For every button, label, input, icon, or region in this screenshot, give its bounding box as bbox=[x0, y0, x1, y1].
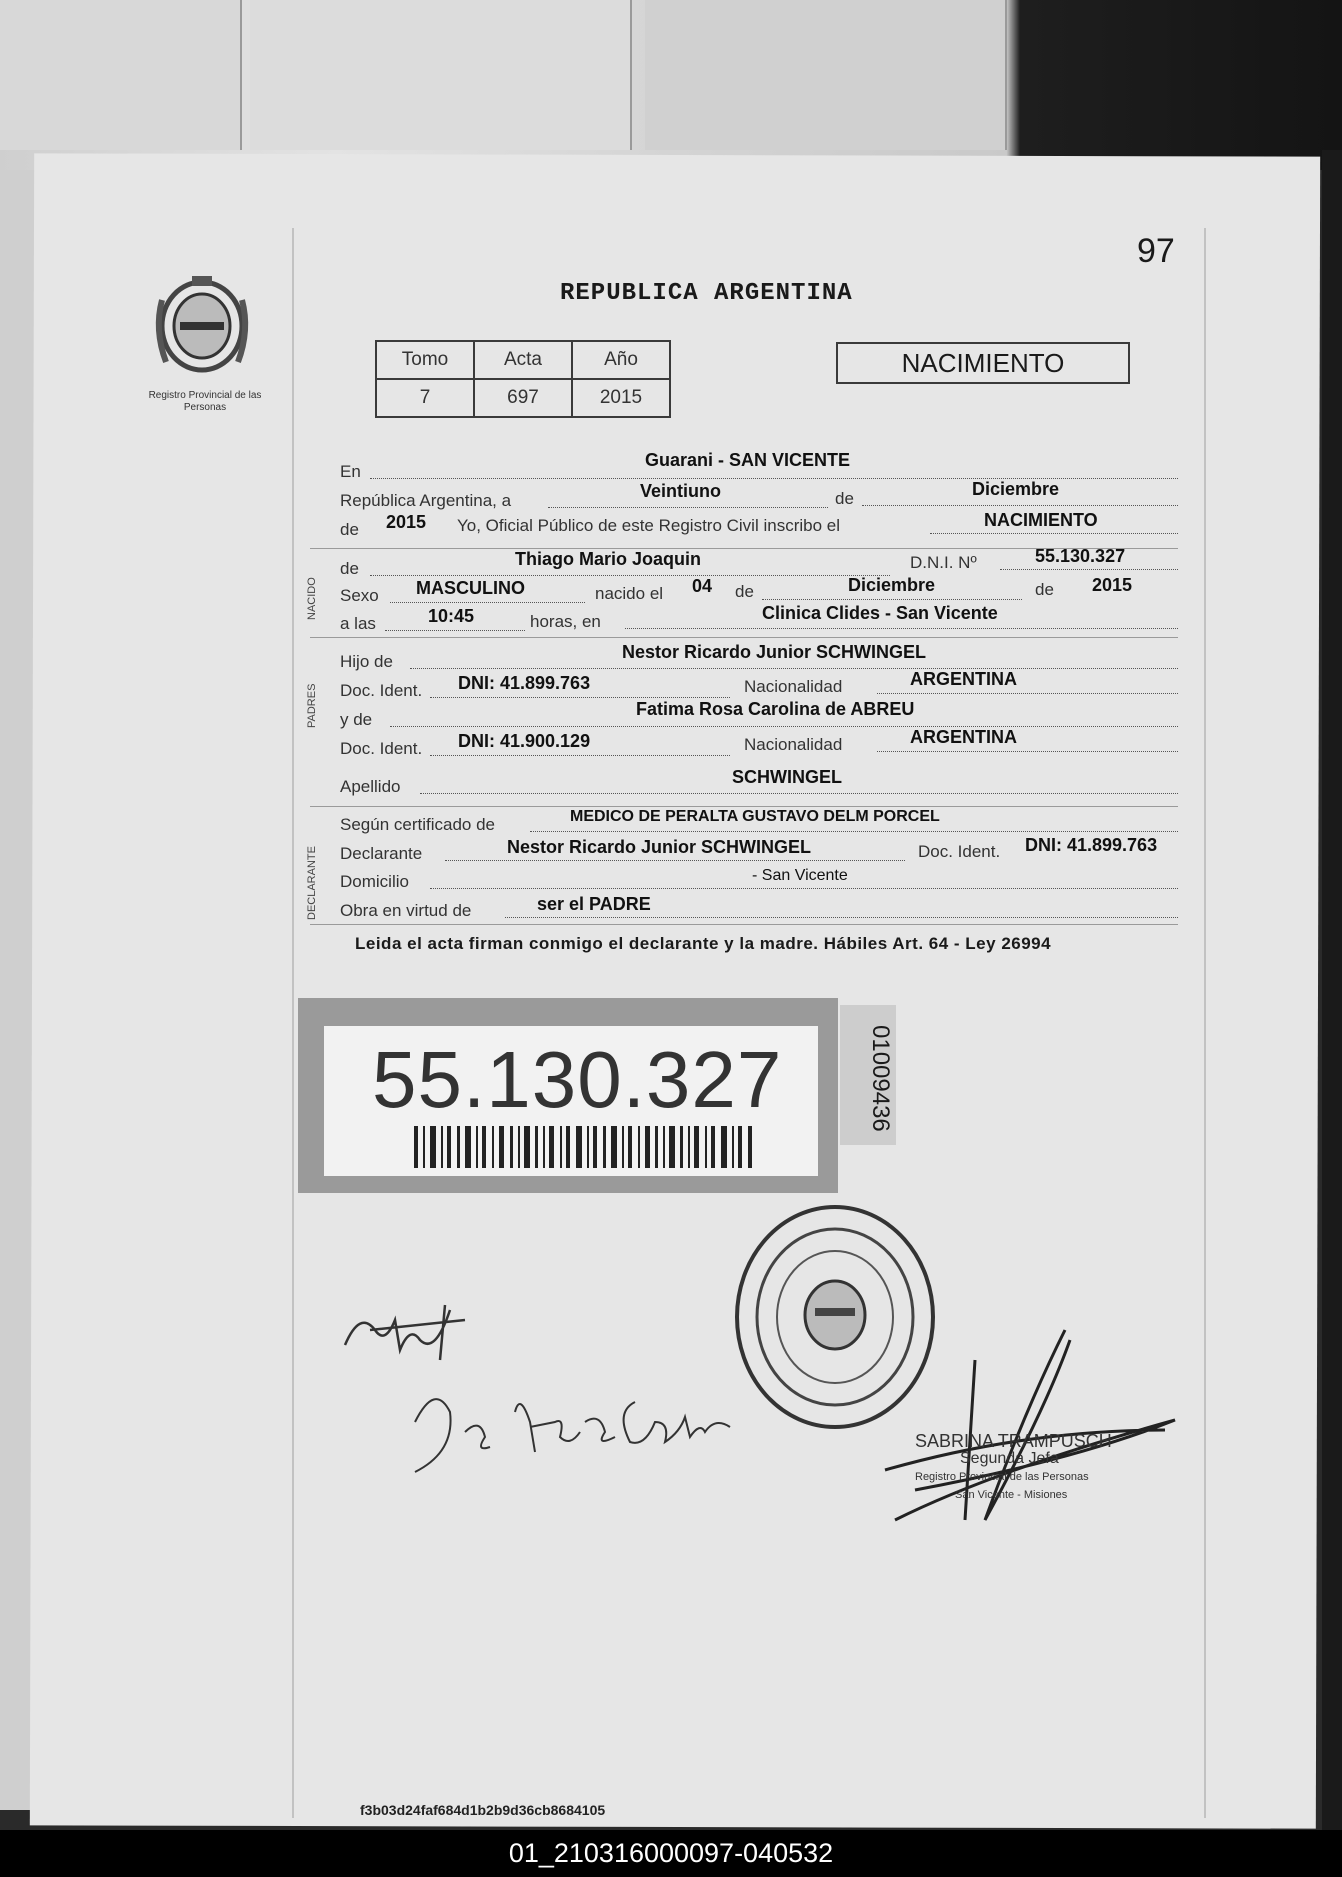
father-name-value: Nestor Ricardo Junior SCHWINGEL bbox=[622, 642, 927, 662]
nacionalidad-label: Nacionalidad bbox=[744, 677, 843, 696]
apellido-label: Apellido bbox=[340, 777, 401, 796]
section-label-nacido: NACIDO bbox=[306, 577, 318, 620]
nombre-label: de bbox=[340, 559, 359, 578]
nacido-de-label: de bbox=[735, 582, 754, 601]
declarant-name-value: Nestor Ricardo Junior SCHWINGEL bbox=[507, 837, 812, 857]
obra-value: ser el PADRE bbox=[537, 894, 651, 914]
record-type-box: NACIMIENTO bbox=[836, 342, 1130, 384]
image-footer-id: 01_210316000097-040532 bbox=[0, 1830, 1342, 1877]
table-header-tomo: Tomo bbox=[376, 341, 474, 379]
father-nationality-value: ARGENTINA bbox=[910, 669, 1017, 689]
obra-label: Obra en virtud de bbox=[340, 901, 472, 920]
mother-nationality-value: ARGENTINA bbox=[910, 727, 1017, 747]
official-signature-block bbox=[915, 1432, 1112, 1504]
official-office: Registro Provincial de las Personas bbox=[915, 1471, 1089, 1483]
de-label: de bbox=[835, 489, 854, 508]
dni-sticker bbox=[298, 998, 838, 1193]
registry-table bbox=[375, 340, 671, 418]
background-right bbox=[1322, 150, 1342, 1830]
certificate-value: MEDICO DE PERALTA GUSTAVO DELM PORCEL bbox=[570, 808, 940, 825]
mother-name-value: Fatima Rosa Carolina de ABREU bbox=[636, 699, 915, 719]
hijo-label: Hijo de bbox=[340, 652, 393, 671]
section-divider bbox=[310, 924, 1178, 925]
en-label: En bbox=[340, 462, 361, 481]
birth-place-value: Clinica Clides - San Vicente bbox=[762, 603, 998, 623]
birth-month-value: Diciembre bbox=[848, 575, 936, 595]
table-value-anio: 2015 bbox=[572, 379, 670, 417]
section-divider bbox=[310, 637, 1178, 638]
dotted-line bbox=[625, 628, 1178, 629]
page-number: 97 bbox=[1137, 232, 1175, 270]
table-header-anio: Año bbox=[572, 341, 670, 379]
table-header-acta: Acta bbox=[474, 341, 572, 379]
sticker-label bbox=[324, 1026, 818, 1176]
signature-father-icon bbox=[340, 1290, 475, 1370]
mother-dni-value: DNI: 41.900.129 bbox=[458, 731, 591, 751]
address-value: - San Vicente bbox=[752, 867, 848, 884]
sticker-dni-number: 55.130.327 bbox=[372, 1035, 783, 1124]
dotted-line bbox=[862, 505, 1178, 506]
official-place: San Vicente - Misiones bbox=[955, 1489, 1068, 1501]
doc-label: Doc. Ident. bbox=[340, 681, 423, 700]
section-label-padres: PADRES bbox=[306, 683, 318, 728]
coat-of-arms-icon bbox=[150, 270, 255, 382]
dotted-line bbox=[420, 793, 1178, 794]
table-value-tomo: 7 bbox=[376, 379, 474, 417]
serial-strip bbox=[840, 1005, 896, 1145]
dotted-line bbox=[430, 888, 1178, 889]
nacido-label: nacido el bbox=[595, 584, 664, 603]
month-value: Diciembre bbox=[972, 479, 1060, 499]
certificado-label: Según certificado de bbox=[340, 815, 495, 834]
domicilio-label: Domicilio bbox=[340, 872, 409, 891]
dotted-line bbox=[410, 668, 1178, 669]
dotted-line bbox=[930, 533, 1178, 534]
dotted-line bbox=[505, 917, 1178, 918]
dotted-line bbox=[430, 755, 730, 756]
oficial-label: Yo, Oficial Público de este Registro Civil inscribo el bbox=[457, 516, 840, 535]
year-value: 2015 bbox=[386, 512, 427, 532]
child-dni-value: 55.130.327 bbox=[1035, 546, 1126, 566]
rep-label: República Argentina, a bbox=[340, 491, 512, 510]
barcode-icon bbox=[414, 1126, 754, 1168]
dotted-line bbox=[445, 860, 905, 861]
background-sheet bbox=[250, 0, 632, 150]
nacido-de2-label: de bbox=[1035, 580, 1054, 599]
place-value: Guarani - SAN VICENTE bbox=[645, 450, 851, 470]
document-hash: f3b03d24faf684d1b2b9d36cb8684105 bbox=[360, 1802, 606, 1818]
dotted-line bbox=[877, 693, 1178, 694]
sexo-label: Sexo bbox=[340, 586, 379, 605]
dotted-line bbox=[877, 751, 1178, 752]
dotted-line bbox=[385, 630, 525, 631]
birth-day-value: 04 bbox=[692, 576, 713, 596]
dotted-line bbox=[370, 575, 890, 576]
table-value-acta: 697 bbox=[474, 379, 572, 417]
official-name: SABRINA TRAMPUSCH bbox=[915, 1431, 1112, 1451]
section-label-declarante: DECLARANTE bbox=[306, 846, 318, 920]
sex-value: MASCULINO bbox=[416, 578, 525, 598]
horas-label: horas, en bbox=[530, 612, 601, 631]
dni-label: D.N.I. Nº bbox=[910, 553, 977, 572]
dotted-line bbox=[1000, 569, 1178, 570]
dotted-line bbox=[390, 726, 1178, 727]
dotted-line bbox=[548, 507, 828, 508]
background-sheet bbox=[645, 0, 1007, 150]
de2-label: de bbox=[340, 520, 359, 539]
alas-label: a las bbox=[340, 614, 376, 633]
father-dni-value: DNI: 41.899.763 bbox=[458, 673, 591, 693]
yde-label: y de bbox=[340, 710, 373, 729]
decl-doc-label: Doc. Ident. bbox=[918, 842, 1001, 861]
child-name-value: Thiago Mario Joaquin bbox=[515, 549, 702, 569]
doc2-label: Doc. Ident. bbox=[340, 739, 423, 758]
declarante-label: Declarante bbox=[340, 844, 423, 863]
birth-time-value: 10:45 bbox=[428, 606, 475, 626]
dotted-line bbox=[390, 602, 585, 603]
document-title: REPUBLICA ARGENTINA bbox=[560, 280, 853, 307]
serial-number: 01009436 bbox=[867, 1025, 894, 1132]
signature-official-icon bbox=[875, 1320, 1195, 1540]
seal-label: Registro Provincial de las Personas bbox=[148, 390, 262, 413]
background-top bbox=[0, 0, 1342, 170]
dotted-line bbox=[762, 599, 1022, 600]
dotted-line bbox=[530, 831, 1178, 832]
dotted-line bbox=[430, 697, 730, 698]
day-value: Veintiuno bbox=[640, 481, 721, 501]
signature-mother-icon bbox=[395, 1362, 740, 1482]
birth-year-value: 2015 bbox=[1092, 575, 1133, 595]
declarant-dni-value: DNI: 41.899.763 bbox=[1025, 835, 1158, 855]
surname-value: SCHWINGEL bbox=[732, 767, 842, 787]
inscribo-value: NACIMIENTO bbox=[984, 510, 1098, 530]
background-sheet bbox=[0, 0, 242, 150]
official-role: Segunda Jefa bbox=[960, 1450, 1059, 1467]
section-divider bbox=[310, 806, 1178, 807]
legal-note: Leida el acta firman conmigo el declarante y la madre. Hábiles Art. 64 - Ley 26994 bbox=[355, 934, 1052, 953]
nacionalidad2-label: Nacionalidad bbox=[744, 735, 843, 754]
